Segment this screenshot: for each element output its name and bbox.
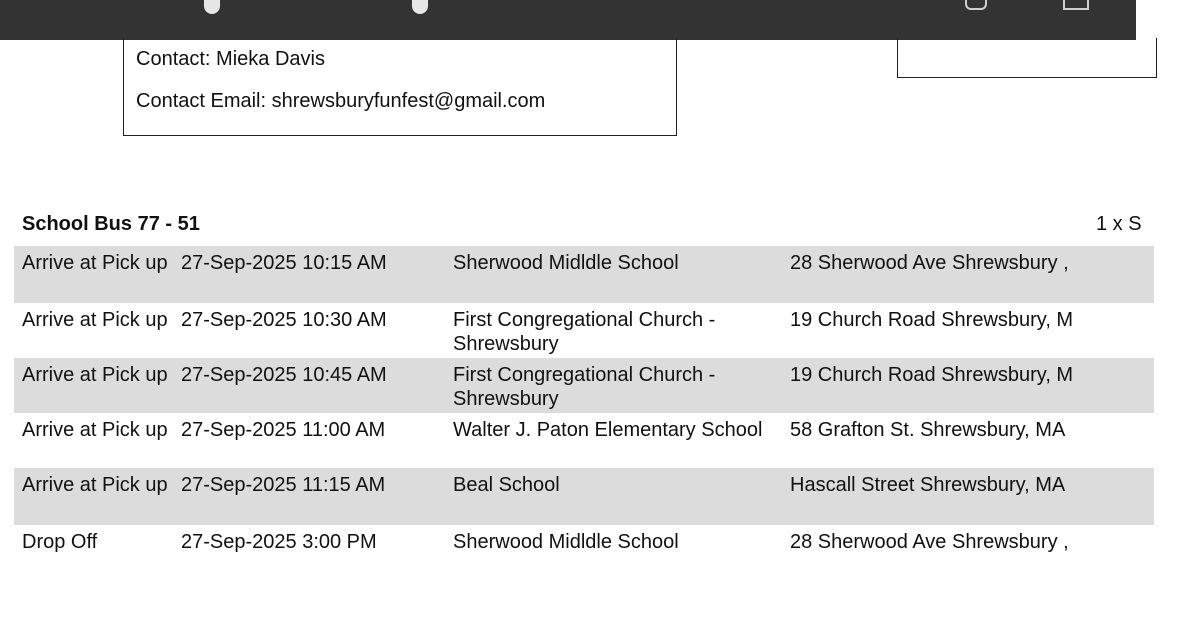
itinerary-row <box>14 525 1154 585</box>
row-action: Arrive at Pick up <box>22 364 168 386</box>
row-time: 27-Sep-2025 10:45 AM <box>181 364 387 386</box>
itinerary-row <box>14 358 1154 413</box>
row-time: 27-Sep-2025 10:15 AM <box>181 252 387 274</box>
row-action: Arrive at Pick up <box>22 419 168 441</box>
row-time: 27-Sep-2025 10:30 AM <box>181 309 387 331</box>
row-time: 27-Sep-2025 11:00 AM <box>181 419 386 441</box>
itinerary-row <box>14 246 1154 303</box>
row-time: 27-Sep-2025 3:00 PM <box>181 531 377 553</box>
row-address: 19 Church Road Shrewsbury, M <box>790 364 1074 386</box>
itinerary-table <box>14 246 1154 585</box>
row-action: Drop Off <box>22 531 98 553</box>
row-address: Hascall Street Shrewsbury, MA <box>790 474 1066 496</box>
page-icon[interactable] <box>1063 0 1089 10</box>
itinerary-row <box>14 303 1154 358</box>
itinerary-row <box>14 413 1154 468</box>
contact-email: Contact Email: shrewsburyfunfest@gmail.com <box>136 90 546 112</box>
row-address: 28 Sherwood Ave Shrewsbury , <box>790 252 1069 274</box>
row-address: 28 Sherwood Ave Shrewsbury , <box>790 531 1069 553</box>
info-box-right <box>897 38 1157 78</box>
row-location: Walter J. Paton Elementary School <box>453 419 763 441</box>
row-location: First Congregational Church - Shrewsbury <box>453 309 716 355</box>
row-time: 27-Sep-2025 11:15 AM <box>181 474 386 496</box>
contact-info-box <box>123 38 677 136</box>
itinerary-row <box>14 468 1154 525</box>
row-location: Beal School <box>453 474 560 496</box>
viewer-toolbar <box>0 0 1136 40</box>
row-location: Sherwood Midldle School <box>453 531 679 553</box>
row-address: 58 Grafton St. Shrewsbury, MA <box>790 419 1066 441</box>
row-action: Arrive at Pick up <box>22 252 168 274</box>
row-action: Arrive at Pick up <box>22 474 168 496</box>
row-address: 19 Church Road Shrewsbury, M <box>790 309 1074 331</box>
vehicle-title: School Bus 77 - 51 <box>22 213 200 235</box>
contact-name: Contact: Mieka Davis <box>136 48 325 70</box>
search-icon[interactable] <box>965 0 987 10</box>
row-location: First Congregational Church - Shrewsbury <box>453 364 716 410</box>
vehicle-quantity: 1 x S <box>1096 213 1142 235</box>
row-action: Arrive at Pick up <box>22 309 168 331</box>
row-location: Sherwood Midldle School <box>453 252 679 274</box>
cropped-title-glyph <box>204 0 220 14</box>
cropped-title-glyph <box>412 0 428 14</box>
